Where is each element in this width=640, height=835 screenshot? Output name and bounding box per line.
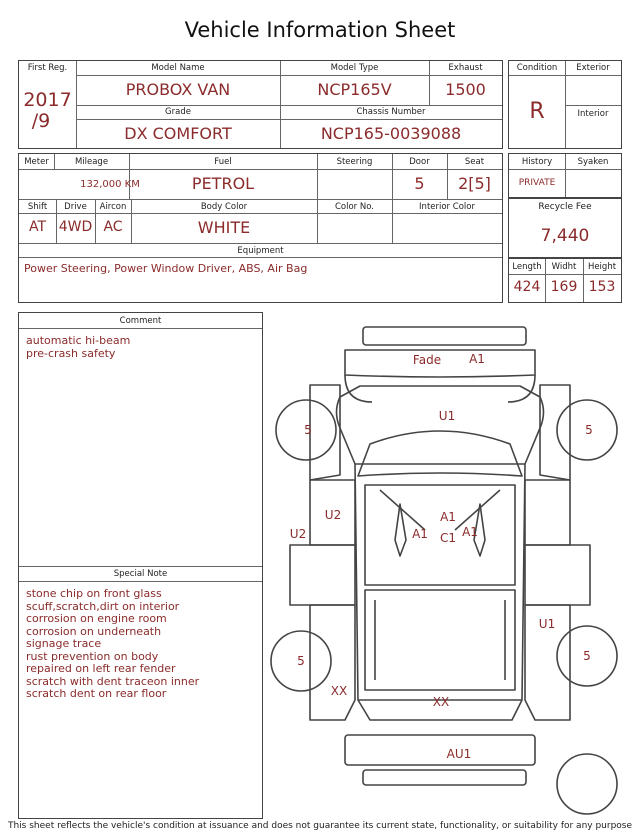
color-no-label: Color No. <box>334 202 374 212</box>
left-rear-door-shape <box>290 545 355 605</box>
mark-wheel-front-right: 5 <box>585 423 593 437</box>
steering-label: Steering <box>336 157 373 167</box>
body-color-label: Body Color <box>200 202 248 212</box>
length-value: 424 <box>513 279 541 295</box>
comment-label: Comment <box>119 316 162 326</box>
special-note-line: stone chip on front glass <box>26 587 162 600</box>
mark-roof: U1 <box>438 409 456 423</box>
comment-line: automatic hi-beam <box>26 334 131 347</box>
body-color-value: WHITE <box>197 218 251 237</box>
equipment-value: Power Steering, Power Window Driver, ABS, Air Bag <box>24 262 308 275</box>
body-outline <box>355 464 525 700</box>
meter-label: Meter <box>24 157 49 167</box>
first-reg-month: /9 <box>31 110 51 132</box>
drive-value: 4WD <box>58 219 93 235</box>
length-label: Length <box>512 262 542 272</box>
special-note-list <box>26 588 199 701</box>
mark-fade: Fade <box>412 353 442 367</box>
left-rear-fender-shape <box>310 605 355 720</box>
interior-label: Interior <box>577 109 609 119</box>
mark-center-top: A1 <box>440 510 456 524</box>
rear-cargo-shape <box>365 590 515 690</box>
rear-step-shape <box>363 770 526 785</box>
mark-wheel-rear-right: 5 <box>583 649 591 663</box>
spare-wheel-shape <box>557 754 617 814</box>
condition-label: Condition <box>516 63 558 73</box>
model-type-value: NCP165V <box>317 80 392 99</box>
rear-bumper-shape <box>345 735 535 765</box>
height-label: Height <box>587 262 617 272</box>
sheet-title: Vehicle Information Sheet <box>184 18 456 42</box>
grade-label: Grade <box>165 107 191 117</box>
special-note-label: Special Note <box>113 569 168 579</box>
door-label: Door <box>409 157 430 167</box>
special-note-line: scuff,scratch,dirt on interior <box>26 599 180 613</box>
history-value: PRIVATE <box>518 178 556 188</box>
mark-rear-bumper: AU1 <box>446 747 472 761</box>
mark-center-right: A1 <box>462 525 478 539</box>
condition-box <box>508 60 622 149</box>
first-reg-label: First Reg. <box>27 63 68 73</box>
mark-right-side: U1 <box>538 617 556 631</box>
mark-rear-floor: XX <box>432 695 450 709</box>
chassis-number-value: NCP165-0039088 <box>320 124 462 143</box>
height-value: 153 <box>588 279 616 295</box>
mark-wheel-rear-left: 5 <box>297 654 305 668</box>
first-reg-year: 2017 <box>23 89 72 111</box>
special-note-line: scratch with dent traceon inner <box>26 674 200 688</box>
mileage-label: Mileage <box>74 157 109 167</box>
interior-color-label: Interior Color <box>419 202 475 212</box>
mark-wheel-front-left: 5 <box>304 423 312 437</box>
mark-left-front-door: U2 <box>324 508 342 522</box>
right-rear-door-shape <box>525 545 590 605</box>
model-name-label: Model Name <box>151 63 205 73</box>
mark-center-left: A1 <box>412 527 428 541</box>
special-note-line: rust prevention on body <box>26 649 159 663</box>
seat-label: Seat <box>464 157 485 167</box>
history-label: History <box>521 157 553 167</box>
hood-right-arc <box>508 375 535 402</box>
fuel-label: Fuel <box>214 157 232 167</box>
recycle-fee-value: 7,440 <box>540 226 590 246</box>
mark-left-rear-fender: XX <box>330 684 348 698</box>
aircon-value: AC <box>103 219 123 235</box>
mark-center-mid: C1 <box>439 531 457 545</box>
cargo-lines <box>375 600 505 680</box>
dimensions-box <box>508 258 622 303</box>
special-note-line: repaired on left rear fender <box>26 662 176 675</box>
exhaust-value: 1500 <box>445 80 486 99</box>
fuel-value: PETROL <box>191 174 255 193</box>
exhaust-label: Exhaust <box>448 63 483 73</box>
recycle-fee-label: Recycle Fee <box>538 202 592 212</box>
drive-label: Drive <box>64 202 87 212</box>
comment-line: pre-crash safety <box>26 346 116 360</box>
shift-value: AT <box>28 219 47 235</box>
grade-value: DX COMFORT <box>124 124 232 143</box>
special-note-line: corrosion on underneath <box>26 624 162 638</box>
front-bumper-shape <box>363 327 526 345</box>
right-front-fender-shape <box>540 385 570 480</box>
equipment-label: Equipment <box>237 246 284 256</box>
exterior-label: Exterior <box>576 63 610 73</box>
aircon-label: Aircon <box>99 202 127 212</box>
shift-label: Shift <box>27 202 48 212</box>
history-box <box>508 153 622 198</box>
mileage-value: 132,000 KM <box>80 179 140 190</box>
car-condition-diagram <box>265 320 640 820</box>
model-name-value: PROBOX VAN <box>125 80 231 99</box>
notes-panel <box>18 312 263 819</box>
seat-value: 2[5] <box>458 174 491 193</box>
vehicle-info-box <box>18 60 503 149</box>
disclaimer-footer: This sheet reflects the vehicle's condition at issuance and does not guarantee its current state, functionality, or suitability for any purpose <box>7 821 633 831</box>
special-note-line: scratch dent on rear floor <box>26 687 167 700</box>
vehicle-specs-box <box>18 153 503 303</box>
comment-list <box>26 335 130 360</box>
width-label: Widht <box>551 262 577 272</box>
hood-left-arc <box>345 375 372 402</box>
condition-value: R <box>529 99 545 124</box>
syaken-label: Syaken <box>577 157 609 167</box>
width-value: 169 <box>550 279 578 295</box>
right-front-door-shape <box>525 480 570 545</box>
windshield-shape <box>358 431 522 476</box>
model-type-label: Model Type <box>330 63 379 73</box>
door-value: 5 <box>414 174 425 193</box>
chassis-number-label: Chassis Number <box>356 107 426 117</box>
mark-hood: A1 <box>469 352 485 366</box>
recycle-fee-box <box>508 198 622 258</box>
special-note-line: signage trace <box>26 637 102 650</box>
mark-left-side: U2 <box>289 527 307 541</box>
special-note-line: corrosion on engine room <box>26 612 167 625</box>
